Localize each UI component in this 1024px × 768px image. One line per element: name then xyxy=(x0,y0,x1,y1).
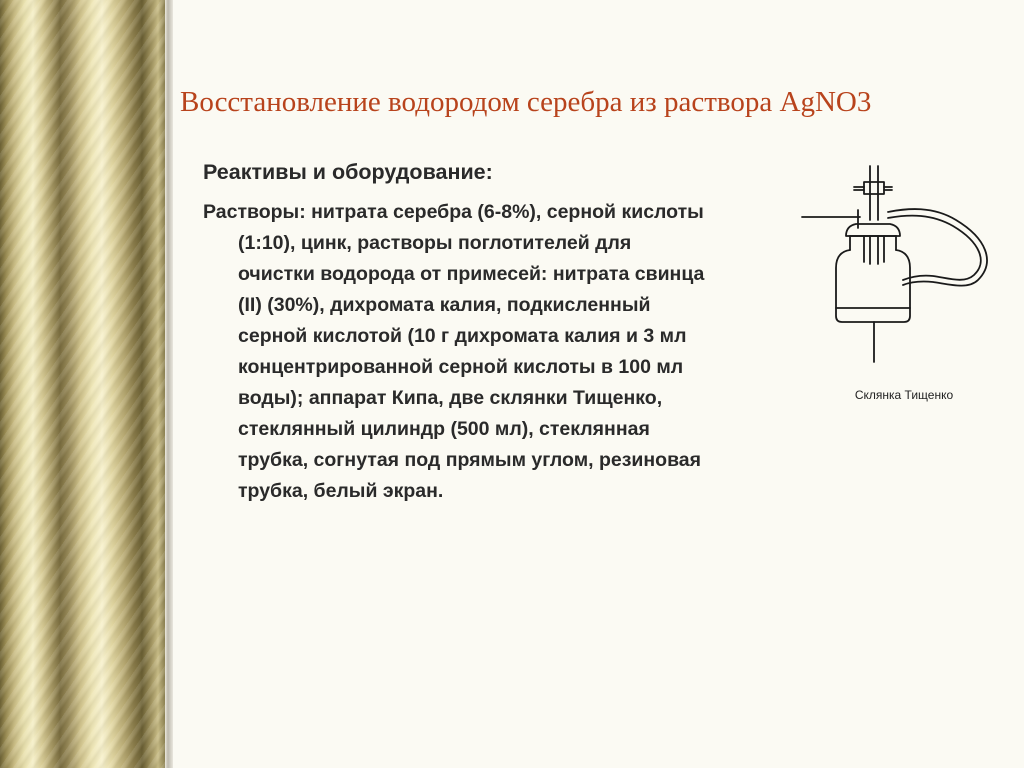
reagents-list-text: Растворы: нитрата серебра (6-8%), серной кислоты (1:10), цинк, растворы поглотителей для очистки водорода от примесей: нитрата свинца (II) (30%), дихромата калия, подкисленный серной кислотой (10 г дихромата калия и 3 мл концентрированной серной кислоты в 100 мл воды); аппарат Кипа, две склянки Тищенко, стеклянный цилиндр (500 мл), стеклянная трубка, согнутая под прямым углом, резиновая трубка, белый экран. xyxy=(203,201,705,502)
sidebar-divider xyxy=(165,0,173,768)
slide-title: Восстановление водородом серебра из раствора AgNO3 xyxy=(180,86,872,118)
tishchenko-flask-icon xyxy=(798,160,998,385)
tishchenko-flask-figure xyxy=(798,160,998,410)
section-subtitle: Реактивы и оборудование: xyxy=(203,160,493,184)
decorative-sidebar xyxy=(0,0,165,768)
figure-caption: Склянка Тищенко xyxy=(854,388,954,402)
